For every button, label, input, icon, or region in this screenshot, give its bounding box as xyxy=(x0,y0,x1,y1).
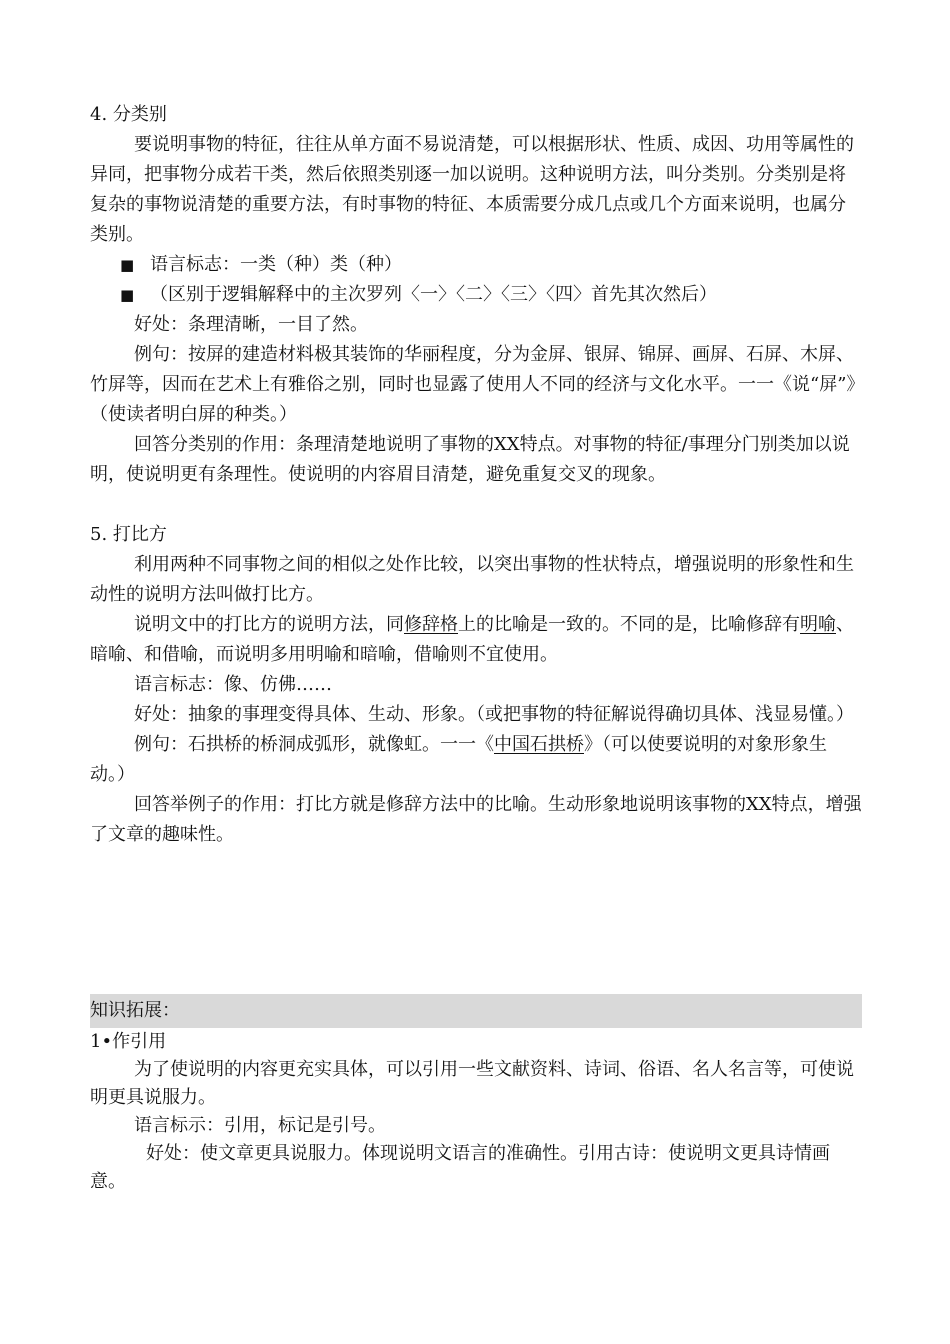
text-run: 例句：石拱桥的桥洞成弧形，就像虹。一一《 xyxy=(134,734,494,755)
stone-bridge-link[interactable]: 中国石拱桥 xyxy=(494,734,584,755)
section-4-bullet-1 xyxy=(90,250,862,280)
section-4-heading: 4. 分类别 xyxy=(90,104,167,125)
section-5-answer: 回答举例子的作用：打比方就是修辞方法中的比喻。生动形象地说明该事物的XX特点，增强了文章的趣味性。 xyxy=(90,794,862,845)
extension-title-bar xyxy=(90,994,862,1028)
text-run: 上的比喻是一致的。不同的是，比喻修辞有 xyxy=(458,614,800,635)
text-run: 说明文中的打比方的说明方法，同 xyxy=(134,614,404,635)
rhetoric-link[interactable]: 修辞格 xyxy=(404,614,458,635)
bullet-text: 语言标志：一类（种）类（种） xyxy=(150,254,402,275)
section-5-example xyxy=(90,730,862,790)
bullet-text: （区别于逻辑解释中的主次罗列〈一〉〈二〉〈三〉〈四〉首先其次然后） xyxy=(150,284,717,305)
extension-item-1-benefit: 好处：使文章更具说服力。体现说明文语言的准确性。引用古诗：使说明文更具诗情画意。 xyxy=(90,1143,830,1192)
square-bullet-icon: ■ xyxy=(120,256,135,274)
extension-item-1-heading: 1•作引用 xyxy=(90,1031,167,1052)
section-4-definition: 要说明事物的特征，往往从单方面不易说清楚，可以根据形状、性质、成因、功用等属性的异同，把事物分成若干类，然后依照类别逐一加以说明。这种说明方法，叫分类别。分类别是将复杂的事物说清楚的重要方法，有时事物的特征、本质需要分成几点或几个方面来说明，也属分类别。 xyxy=(90,134,854,245)
section-5-marker: 语言标志：像、仿佛…… xyxy=(134,674,332,695)
section-5-rhetoric-note xyxy=(90,610,862,670)
section-5-heading: 5. 打比方 xyxy=(90,524,167,545)
square-bullet-icon: ■ xyxy=(120,286,135,304)
document-page xyxy=(90,100,862,1196)
extension-item-1-marker: 语言标示：引用，标记是引号。 xyxy=(134,1115,386,1136)
section-4-benefit: 好处：条理清晰，一目了然。 xyxy=(134,314,368,335)
section-5-benefit: 好处：抽象的事理变得具体、生动、形象。（或把事物的特征解说得确切具体、浅显易懂。） xyxy=(134,704,854,725)
section-4-answer: 回答分类别的作用：条理清楚地说明了事物的XX特点。对事物的特征/事理分门别类加以说明，使说明更有条理性。使说明的内容眉目清楚，避免重复交叉的现象。 xyxy=(90,434,850,485)
extension-item-1-definition: 为了使说明的内容更充实具体，可以引用一些文献资料、诗词、俗语、名人名言等，可使说明更具说服力。 xyxy=(90,1059,854,1108)
text-run: 、暗喻、和借喻，而说明多用明喻和暗喻，借喻则不宜使用。 xyxy=(90,614,854,665)
simile-link[interactable]: 明喻 xyxy=(800,614,836,635)
text-run: 》（可以使要说明的对象形象生动。） xyxy=(90,734,827,785)
section-4-bullet-2 xyxy=(90,280,862,310)
section-4-example: 例句：按屏的建造材料极其装饰的华丽程度，分为金屏、银屏、锦屏、画屏、石屏、木屏、竹屏等，因而在艺术上有雅俗之别，同时也显露了使用人不同的经济与文化水平。一一《说“屏”》（使读者明白屏的种类。） xyxy=(90,344,856,425)
section-gap xyxy=(90,490,862,520)
section-5-definition: 利用两种不同事物之间的相似之处作比较，以突出事物的性状特点，增强说明的形象性和生动性的说明方法叫做打比方。 xyxy=(90,554,854,605)
extension-title: 知识拓展： xyxy=(90,1000,180,1021)
